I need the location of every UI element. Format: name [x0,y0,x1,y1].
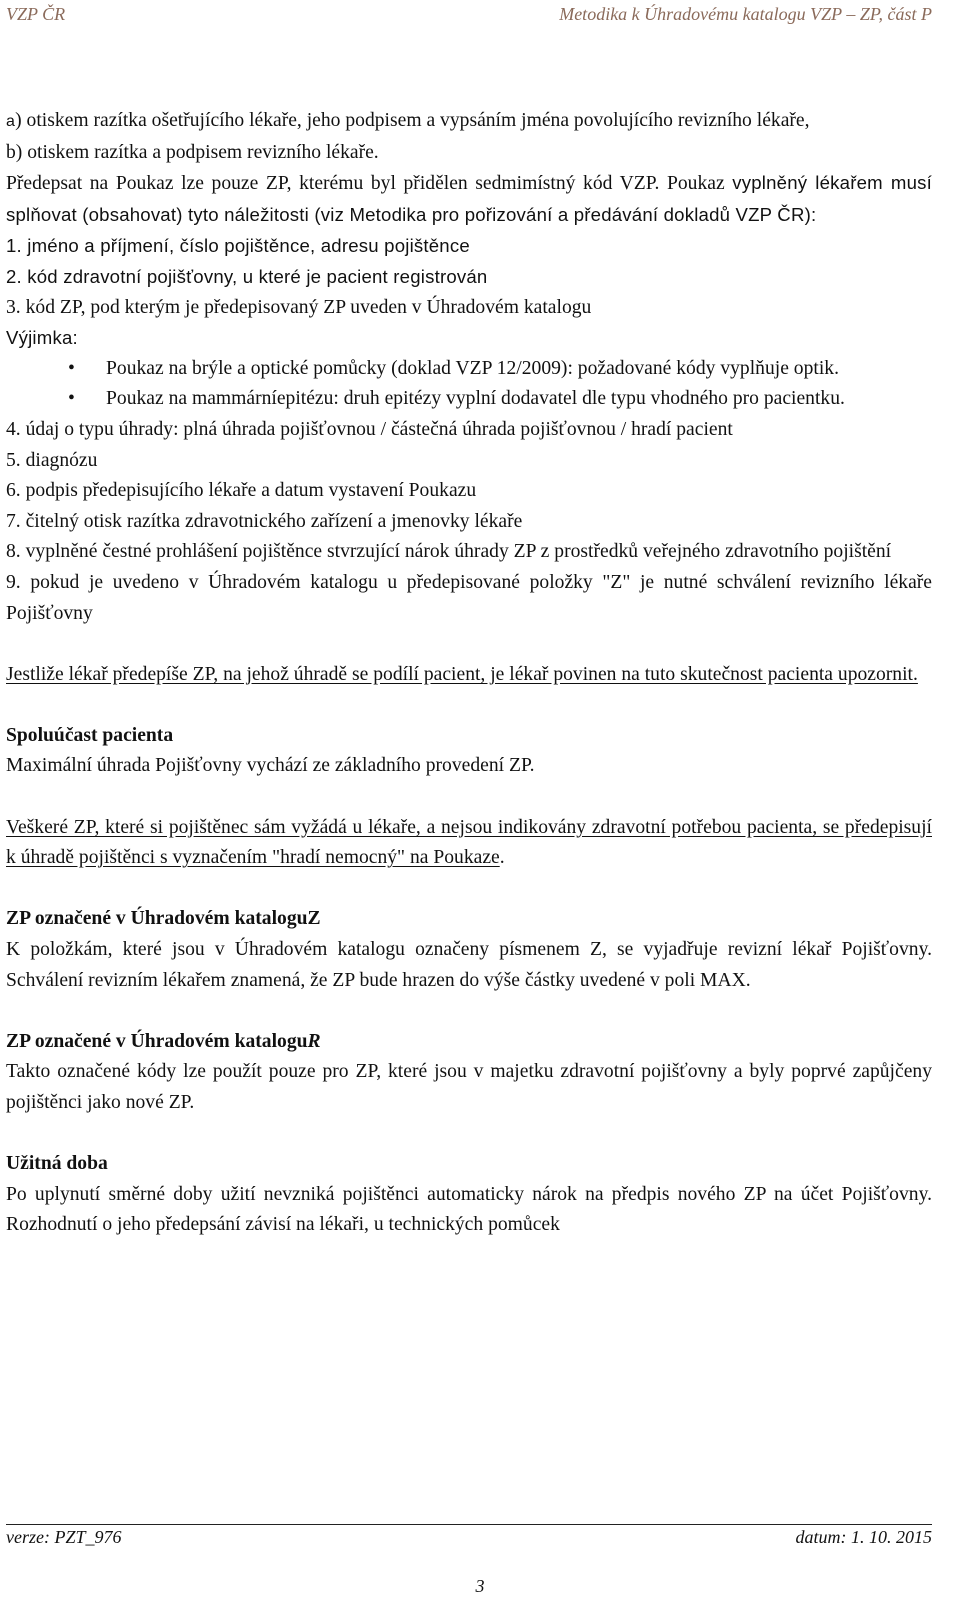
list-item-8: 8. vyplněné čestné prohlášení pojištěnce stvrzující nárok úhrady ZP z prostředků veřejného zdravotního pojištění [6,541,892,563]
intro-paragraph-serif: Předepsat na Poukaz lze pouze ZP, kterému byl přidělen sedmimístný kód VZP. Poukaz [6,173,725,195]
spacer [6,782,932,813]
intro-item-a [6,106,932,138]
bullet-icon: • [68,388,75,410]
spacer [6,1119,932,1150]
list-item-9: 9. pokud je uvedeno v Úhradovém katalogu u předepisované položky "Z" je nutné schválení revizního lékaře Pojišťovny [6,571,932,624]
header-document-title: Metodika k Úhradovému katalogu VZP – ZP, část P [559,4,932,24]
footer-version: verze: PZT_976 [6,1527,122,1547]
page-number: 3 [475,1576,485,1596]
list-item-6: 6. podpis předepisujícího lékaře a datum vystavení Poukazu [6,480,477,502]
spoluucast-text: Maximální úhrada Pojišťovny vychází ze základního provedení ZP. [6,755,535,777]
exception-2-text: Poukaz na mammárníepitézu: druh epitézy vyplní dodavatel dle typu vhodného pro pacientku. [106,388,845,410]
bullet-icon: • [68,357,75,379]
spacer [6,874,932,905]
r-heading-letter: R [307,1030,321,1052]
spacer [6,690,932,721]
r-heading-main: ZP označené v Úhradovém katalogu [6,1030,308,1052]
intro-item-a-label: a [6,113,16,130]
list-item-4: 4. údaj o typu úhrady: plná úhrada pojišťovnou / částečná úhrada pojišťovnou / hradí pacient [6,418,733,440]
list-item-2: 2. kód zdravotní pojišťovny, u které je pacient registrován [6,265,488,287]
spacer [6,629,932,660]
intro-paragraph [6,168,932,231]
page-footer [6,1524,932,1547]
spoluucast-underlined-text: Veškeré ZP, které si pojištěnec sám vyžádá u lékaře, a nejsou indikovány zdravotní potřebou pacienta, se předepisují k úhradě pojištěnci s vyznačením "hradí nemocný" na Poukaze [6,816,932,869]
intro-item-b: b) otiskem razítka a podpisem revizního lékaře. [6,141,379,163]
page-header [6,4,932,34]
exception-label: Výjimka: [6,327,78,349]
exception-1-text: Poukaz na brýle a optické pomůcky (doklad VZP 12/2009): požadované kódy vyplňuje optik. [106,357,839,379]
list-item-5: 5. diagnózu [6,449,98,471]
spacer [6,996,932,1027]
header-org: VZP ČR [6,4,66,24]
list-item-1: 1. jméno a příjmení, číslo pojištěnce, adresu pojištěnce [6,235,470,257]
list-item-7: 7. čitelný otisk razítka zdravotnického zařízení a jmenovky lékaře [6,510,523,532]
z-section-heading [6,904,932,935]
exception-bullet-2 [6,384,932,415]
exception-bullet-1 [6,354,932,385]
r-section-text: Takto označené kódy lze použít pouze pro ZP, které jsou v majetku zdravotní pojišťovny a byly poprvé zapůjčeny pojištěnci jako nové ZP. [6,1061,932,1113]
notice-paragraph: Jestliže lékař předepíše ZP, na jehož úhradě se podílí pacient, je lékař povinen na tuto skutečnost pacienta upozornit. [6,663,918,685]
document-body [6,106,932,1241]
list-item-3: 3. kód ZP, pod kterým je předepisovaný ZP uveden v Úhradovém katalogu [6,296,592,318]
uzitna-doba-heading: Užitná doba [6,1153,108,1175]
r-section-heading [6,1027,932,1058]
z-section-text: K položkám, které jsou v Úhradovém katalogu označeny písmenem Z, se vyjadřuje revizní lékař Pojišťovny. Schválení revizním lékařem znamená, že ZP bude hrazen do výše částky uvedené v poli MAX. [6,939,932,991]
spoluucast-underlined-paragraph [6,813,932,874]
spoluucast-heading: Spoluúčast pacienta [6,724,174,746]
spoluucast-period: . [499,847,505,869]
intro-paragraph-sans: vyplněný lékařem musí splňovat (obsahovat) tyto náležitosti (viz Metodika pro pořizování a předávání dokladů VZP ČR): [6,172,932,225]
intro-item-a-text: ) otiskem razítka ošetřujícího lékaře, jeho podpisem a vypsáním jména povolujícího revizního lékaře, [15,110,810,131]
z-heading-letter: Z [307,908,321,930]
uzitna-doba-text: Po uplynutí směrné doby užití nevzniká pojištěnci automaticky nárok na předpis nového ZP na účet Pojišťovny. Rozhodnutí o jeho předepsání závisí na lékaři, u technických pomůcek [6,1183,932,1236]
footer-date: datum: 1. 10. 2015 [795,1527,932,1547]
z-heading-main: ZP označené v Úhradovém katalogu [6,908,308,930]
